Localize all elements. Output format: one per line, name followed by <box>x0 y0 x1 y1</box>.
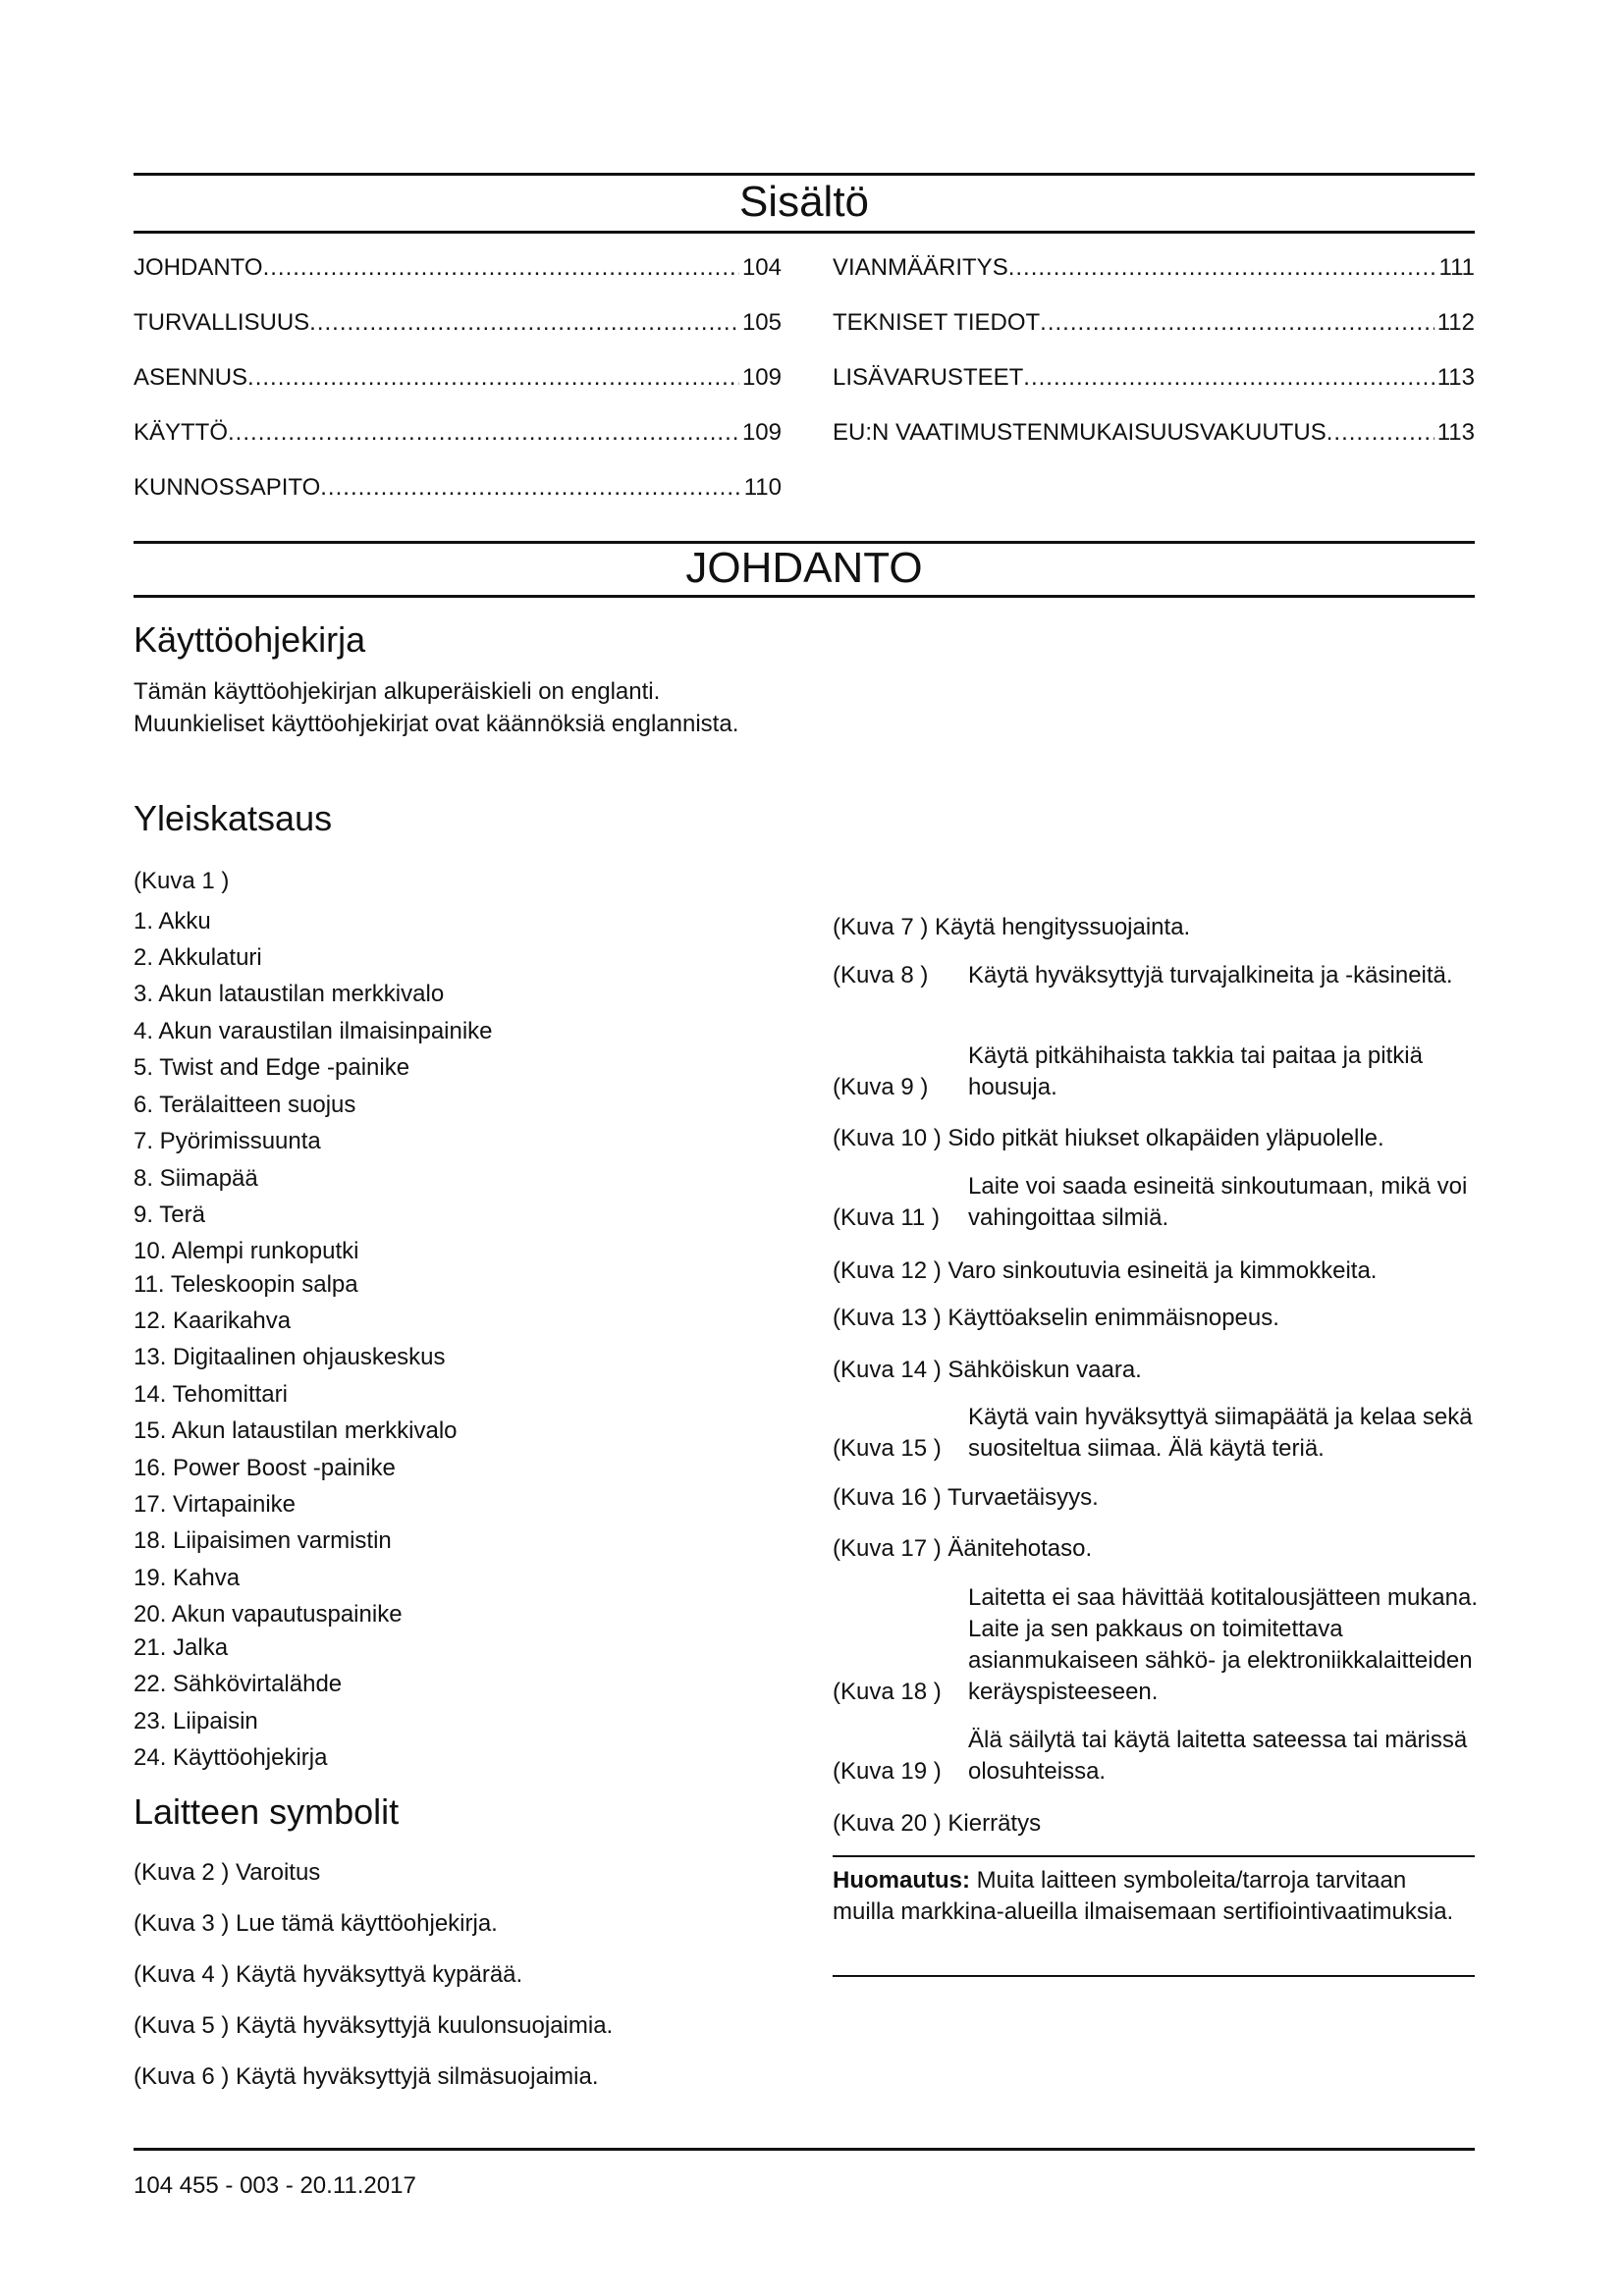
toc-entry-turvallisuus[interactable]: TURVALLISUUS ..... 105 <box>134 308 782 338</box>
page-footer: 104 455 - 003 - 20.11.2017 <box>134 2172 416 2199</box>
symbol-item: (Kuva 17 ) Äänitehotaso. <box>833 1535 1093 1562</box>
list-item: 12. Kaarikahva <box>134 1308 292 1334</box>
list-item: 10. Alempi runkoputki <box>134 1238 359 1264</box>
toc-top-rule <box>134 173 1475 176</box>
note <box>833 1865 1461 1928</box>
list-item: 15. Akun lataustilan merkkivalo <box>134 1417 458 1444</box>
toc-entry-eu-vaatimustenmukaisuusvakuutus[interactable]: EU:N VAATIMUSTENMUKAISUUSVAKUUTUS ..... 113 <box>833 418 1475 448</box>
toc-entry-lisavarusteet[interactable]: LISÄVARUSTEET ..... 113 <box>833 363 1475 393</box>
symbol-item: (Kuva 4 ) Käytä hyväksyttyä kypärää. <box>134 1961 523 1988</box>
list-item: 6. Terälaitteen suojus <box>134 1092 356 1118</box>
toc-entry-asennus[interactable]: ASENNUS ..... 109 <box>134 363 782 393</box>
list-item: 24. Käyttöohjekirja <box>134 1744 328 1771</box>
list-item: 22. Sähkövirtalähde <box>134 1671 343 1697</box>
symbol-item: (Kuva 16 ) Turvaetäisyys. <box>833 1484 1099 1511</box>
footer-rule <box>134 2148 1475 2151</box>
list-item: 3. Akun lataustilan merkkivalo <box>134 981 445 1007</box>
list-item: 14. Tehomittari <box>134 1381 288 1408</box>
toc-title: Sisältö <box>738 178 870 226</box>
manual-heading: Käyttöohjekirja <box>134 619 366 660</box>
toc-entry-johdanto[interactable]: JOHDANTO ..... 104 <box>134 253 782 283</box>
symbol-item: (Kuva 3 ) Lue tämä käyttöohjekirja. <box>134 1910 498 1937</box>
list-item: 2. Akkulaturi <box>134 944 262 971</box>
overview-figure-ref: (Kuva 1 ) <box>134 868 230 894</box>
note-text: Muita laitteen symboleita/tarroja tarvitaan muilla markkina-alueilla ilmaisemaan sertifiointivaatimuksia. <box>833 1867 1454 1925</box>
symbol-item: (Kuva 19 ) Älä säilytä tai käytä laitetta sateessa tai märissä olosuhteissa. <box>833 1727 1468 1785</box>
note-bottom-rule <box>833 1975 1475 1977</box>
toc-bottom-rule <box>134 231 1475 234</box>
list-item: 21. Jalka <box>134 1634 229 1661</box>
note-top-rule <box>833 1855 1475 1857</box>
list-item: 18. Liipaisimen varmistin <box>134 1527 392 1554</box>
symbol-item: (Kuva 7 ) Käytä hengityssuojainta. <box>833 914 1191 940</box>
list-item: 19. Kahva <box>134 1565 241 1591</box>
symbol-item: (Kuva 2 ) Varoitus <box>134 1859 321 1886</box>
manual-text: Tämän käyttöohjekirjan alkuperäiskieli on englanti. Muunkieliset käyttöohjekirjat ovat käännöksiä englannista. <box>134 678 739 737</box>
list-item: 4. Akun varaustilan ilmaisinpainike <box>134 1018 493 1044</box>
section-bottom-rule <box>134 595 1475 598</box>
list-item: 13. Digitaalinen ohjauskeskus <box>134 1344 446 1370</box>
symbol-item: (Kuva 5 ) Käytä hyväksyttyjä kuulonsuojaimia. <box>134 2012 614 2039</box>
toc-entry-kunnossapito[interactable]: KUNNOSSAPITO ..... 110 <box>134 473 782 503</box>
list-item: 9. Terä <box>134 1201 205 1228</box>
list-item: 11. Teleskoopin salpa <box>134 1271 358 1298</box>
list-item: 20. Akun vapautuspainike <box>134 1601 403 1628</box>
list-item: 16. Power Boost -painike <box>134 1455 396 1481</box>
list-item: 7. Pyörimissuunta <box>134 1128 321 1154</box>
list-item: 1. Akku <box>134 908 211 934</box>
list-item: 5. Twist and Edge -painike <box>134 1054 410 1081</box>
symbol-item: (Kuva 10 ) Sido pitkät hiukset olkapäiden yläpuolelle. <box>833 1125 1384 1151</box>
toc-entry-tekniset-tiedot[interactable]: TEKNISET TIEDOT ..... 112 <box>833 308 1475 338</box>
section-title: JOHDANTO <box>685 544 923 592</box>
symbols-heading: Laitteen symbolit <box>134 1791 400 1832</box>
symbol-item: (Kuva 11 ) Laite voi saada esineitä sinkoutumaan, mikä voi vahingoittaa silmiä. <box>833 1173 1468 1231</box>
note-label: Huomautus: <box>833 1867 970 1894</box>
list-item: 17. Virtapainike <box>134 1491 296 1518</box>
list-item: 8. Siimapää <box>134 1165 258 1192</box>
symbol-item: (Kuva 18 ) Laitetta ei saa hävittää kotitalousjätteen mukana. Laite ja sen pakkaus on toimitettava asianmukaiseen sähkö- ja elektroniikkalaitteiden keräyspisteeseen. <box>833 1584 1478 1705</box>
symbol-item: (Kuva 20 ) Kierrätys <box>833 1810 1042 1837</box>
symbol-item: (Kuva 9 ) Käytä pitkähihaista takkia tai paitaa ja pitkiä housuja. <box>833 1042 1423 1100</box>
symbol-item: (Kuva 6 ) Käytä hyväksyttyjä silmäsuojaimia. <box>134 2063 599 2090</box>
symbol-item: (Kuva 14 ) Sähköiskun vaara. <box>833 1357 1142 1383</box>
symbol-item: (Kuva 13 ) Käyttöakselin enimmäisnopeus. <box>833 1305 1279 1331</box>
symbol-item: (Kuva 12 ) Varo sinkoutuvia esineitä ja kimmokkeita. <box>833 1257 1378 1284</box>
toc-entry-vianmaaritys[interactable]: VIANMÄÄRITYS ..... 111 <box>833 253 1475 283</box>
symbol-item: (Kuva 15 ) Käytä vain hyväksyttyä siimapäätä ja kelaa sekä suositeltua siimaa. Älä käytä teriä. <box>833 1404 1473 1462</box>
list-item: 23. Liipaisin <box>134 1708 258 1735</box>
symbol-item: (Kuva 8 ) Käytä hyväksyttyjä turvajalkineita ja -käsineitä. <box>833 962 1453 988</box>
overview-heading: Yleiskatsaus <box>134 798 333 838</box>
toc-entry-kaytto[interactable]: KÄYTTÖ ..... 109 <box>134 418 782 448</box>
